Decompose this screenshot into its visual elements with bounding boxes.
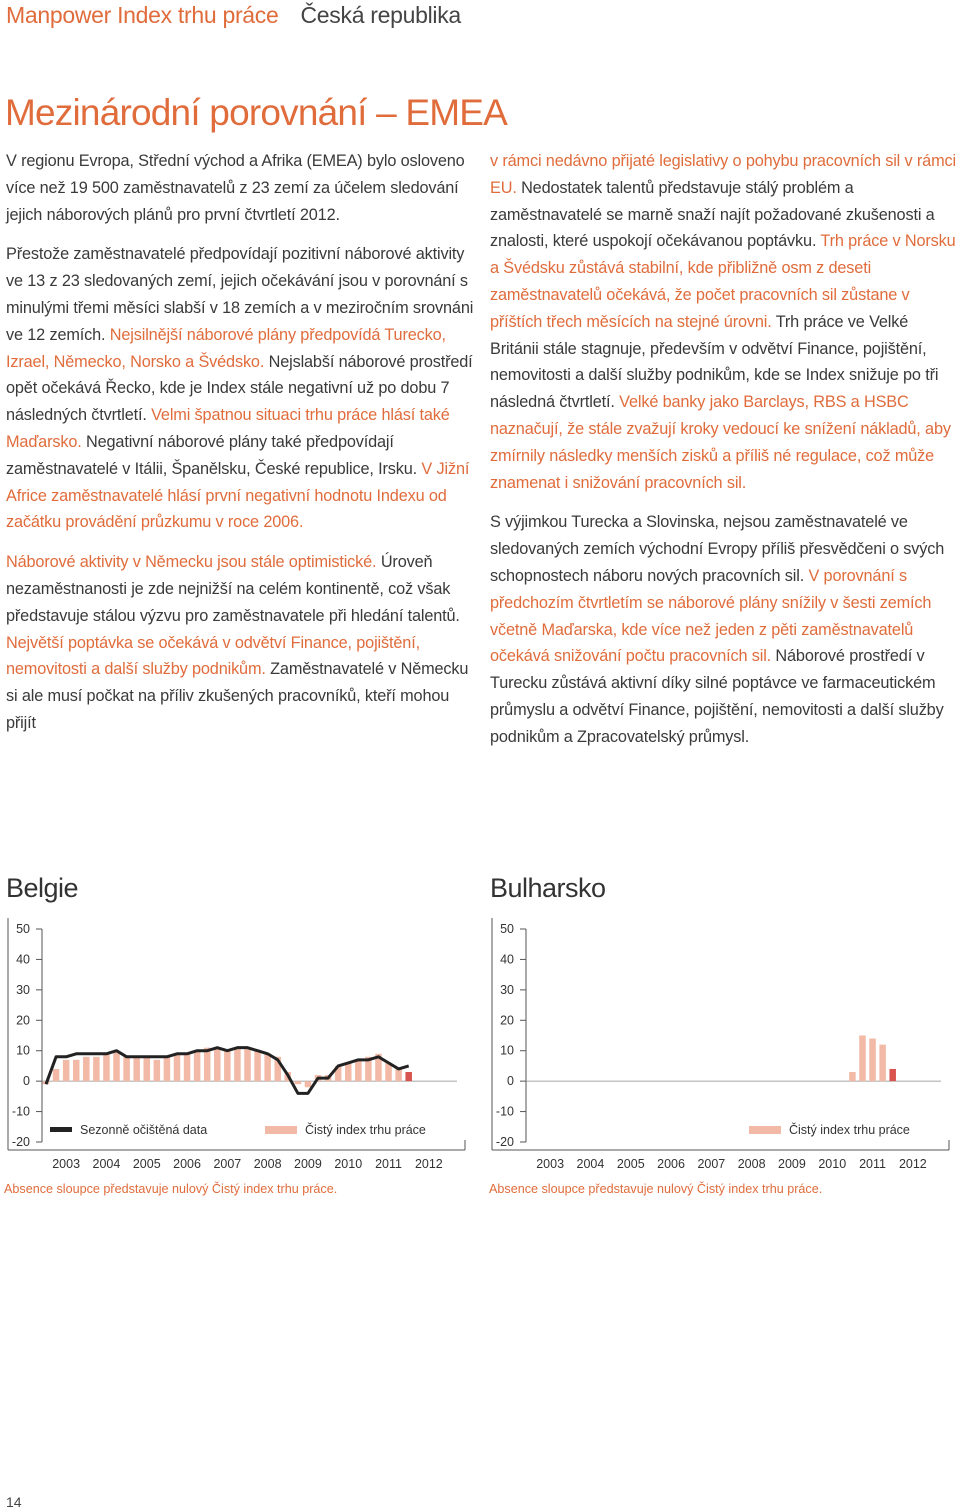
bar-2008Q3 — [264, 1054, 271, 1081]
text-span: Trh práce ve Velké Británii stále stagnuje, především v odvětví Finance, pojištění, nemovitosti a další služby podnikům, kde se Index snižuje po tři následná čtvrtletí. — [490, 312, 939, 412]
bar-2007Q1 — [204, 1048, 211, 1081]
bar-2004Q4 — [113, 1051, 120, 1081]
x-tick-label: 2007 — [697, 1157, 726, 1171]
text-span: Úroveň nezaměstnanosti je zde nejnižší na celém kontinentě, což však představuje stálou výzvu pro zaměstnavatele při hledání talentů. — [6, 553, 460, 625]
bar-2005Q2 — [133, 1057, 140, 1081]
x-tick-label: 2008 — [253, 1157, 282, 1171]
x-tick-label: 2003 — [52, 1157, 81, 1171]
chart-note-bulgaria: Absence sloupce představuje nulový Čistý index trhu práce. — [489, 1182, 823, 1196]
header-country: Česká republika — [300, 2, 461, 28]
y-tick-label: -10 — [495, 1104, 514, 1119]
chart-title-belgium: Belgie — [6, 873, 79, 903]
bar-2006Q1 — [164, 1057, 171, 1081]
x-tick-label: 2012 — [414, 1157, 443, 1171]
x-tick-label: 2007 — [213, 1157, 242, 1171]
y-tick-label: 50 — [16, 922, 30, 936]
y-tick-label: -10 — [11, 1104, 30, 1119]
bar-2005Q4 — [154, 1060, 161, 1081]
paragraph — [6, 241, 478, 536]
x-tick-label: 2010 — [818, 1157, 847, 1171]
y-tick-label: -20 — [11, 1135, 30, 1149]
legend-bar-swatch — [265, 1126, 297, 1134]
bar-2011Q4 — [395, 1069, 402, 1081]
bar-2012Q1 — [405, 1072, 412, 1081]
page-header — [6, 2, 461, 29]
header-brand: Manpower Index trhu práce — [6, 2, 279, 28]
highlight-span: Nejsilnější náborové plány předpovídá Turecko, Izrael, Německo, Norsko a Švédsko. — [6, 325, 446, 371]
x-tick-label: 2004 — [92, 1157, 121, 1171]
legend-line-swatch — [50, 1127, 72, 1132]
y-tick-label: 30 — [16, 982, 30, 997]
y-tick-label: 0 — [507, 1074, 514, 1089]
bar-2007Q3 — [224, 1051, 231, 1081]
bar-2004Q3 — [103, 1054, 110, 1081]
y-tick-label: 20 — [500, 1013, 514, 1028]
highlight-span: Trh práce v Norsku a Švédsku zůstává stabilní, kde přibližně osm z deseti zaměstnavatelů očekává, že počet pracovních sil zůstane v příštích třech měsících na stejné úrovni. — [490, 232, 956, 331]
text-span: S výjimkou Turecka a Slovinska, nejsou zaměstnavatelé ve sledovaných zemích východní Evropy příliš přesvědčeni o svých schopnostech náboru nových pracovních sil. — [490, 513, 945, 585]
text-span: Nejslabší náborové prostředí opět očekává Řecko, kde je Index stále negativní už po dobu 7 následných čtvrtletí. — [6, 352, 473, 425]
chart-belgium — [0, 910, 470, 1185]
right-column — [490, 148, 960, 764]
bar-2006Q3 — [184, 1054, 191, 1081]
y-tick-label: -20 — [495, 1135, 514, 1149]
bar-2007Q4 — [234, 1048, 241, 1081]
bar-2012Q1 — [889, 1069, 896, 1081]
highlight-span: Velmi špatnou situaci trhu práce hlásí také Maďarsko. — [6, 406, 450, 451]
bar-2006Q2 — [174, 1054, 181, 1081]
bar-2007Q2 — [214, 1048, 221, 1081]
highlight-span: Náborové aktivity v Německu jsou stále optimistické. — [6, 553, 381, 572]
text-span: Náborové prostředí v Turecku zůstává aktivní díky silné poptávce ve farmaceutickém průmyslu a odvětví Finance, pojištění, nemovitosti a další služby podnikům a Zpracovatelský průmysl. — [490, 647, 944, 746]
x-tick-label: 2006 — [657, 1157, 685, 1171]
x-tick-label: 2011 — [375, 1157, 402, 1171]
x-tick-label: 2003 — [536, 1157, 565, 1171]
y-tick-label: 30 — [500, 982, 514, 997]
chart-bulgaria — [484, 910, 954, 1185]
paragraph: V regionu Evropa, Střední východ a Afrika (EMEA) bylo osloveno více než 19 500 zaměstnavatelů z 23 zemí za účelem sledování jejich náborových plánů pro první čtvrtletí 2012. — [6, 152, 465, 224]
x-tick-label: 2010 — [334, 1157, 363, 1171]
x-tick-label: 2005 — [616, 1157, 645, 1171]
y-tick-label: 20 — [16, 1013, 30, 1028]
chart-note-belgium: Absence sloupce představuje nulový Čistý index trhu práce. — [4, 1182, 338, 1196]
highlight-span: Největší poptávka se očekává v odvětví Finance, pojištění, nemovitosti a další služby podnikům. — [6, 633, 420, 679]
x-tick-label: 2012 — [898, 1157, 927, 1171]
x-tick-label: 2005 — [132, 1157, 161, 1171]
bar-2005Q1 — [123, 1057, 130, 1081]
bar-2008Q2 — [254, 1051, 261, 1081]
bar-2011Q1 — [849, 1072, 856, 1081]
bar-2006Q4 — [194, 1051, 201, 1081]
x-tick-label: 2011 — [859, 1157, 886, 1171]
bar-2009Q3 — [305, 1081, 312, 1087]
bar-2011Q4 — [879, 1045, 886, 1082]
bar-2011Q2 — [859, 1036, 866, 1082]
legend-bar-label: Čistý index trhu práce — [305, 1123, 426, 1137]
bar-2004Q2 — [93, 1057, 100, 1081]
y-tick-label: 10 — [500, 1043, 514, 1058]
bar-2011Q3 — [869, 1039, 876, 1082]
bar-2009Q2 — [295, 1081, 302, 1084]
x-tick-label: 2009 — [778, 1157, 806, 1171]
left-column — [6, 148, 478, 750]
bar-2003Q3 — [63, 1060, 70, 1081]
highlight-span: V porovnání s předchozím čtvrtletím se náborové plány snížily v šesti zemích včetně Maďarska, kde více než jeden z pěti zaměstnavatelů očekává snižování počtu pracovních sil. — [490, 566, 932, 666]
legend-line-label: Sezonně očištěná data — [80, 1123, 208, 1137]
bar-2005Q3 — [144, 1057, 151, 1081]
page-title: Mezinárodní porovnání – EMEA — [5, 92, 508, 133]
x-tick-label: 2004 — [576, 1157, 605, 1171]
page-number: 14 — [6, 1494, 22, 1510]
bar-2003Q2 — [53, 1069, 60, 1081]
x-tick-label: 2009 — [294, 1157, 322, 1171]
paragraph — [490, 148, 960, 496]
highlight-span: v rámci nedávno přijaté legislativy o pohybu pracovních sil v rámci EU. — [490, 152, 956, 197]
bar-2008Q1 — [244, 1048, 251, 1081]
bar-2010Q3 — [345, 1063, 352, 1081]
bar-2003Q4 — [73, 1060, 80, 1081]
y-tick-label: 40 — [500, 952, 514, 967]
bar-2010Q4 — [355, 1060, 362, 1081]
y-tick-label: 0 — [23, 1074, 30, 1089]
y-tick-label: 50 — [500, 922, 514, 936]
chart-title-bulgaria: Bulharsko — [490, 873, 606, 903]
x-tick-label: 2008 — [737, 1157, 766, 1171]
paragraph — [490, 509, 960, 750]
text-span: Zaměstnavatelé v Německu si ale musí počkat na příliv zkušených pracovníků, kteří mohou přijít — [6, 660, 469, 732]
text-span: Negativní náborové plány také předpovídají zaměstnavatelé v Itálii, Španělsku, České republice, Irsku. — [6, 432, 422, 478]
paragraph — [6, 549, 478, 737]
legend-bar-label: Čistý index trhu práce — [789, 1123, 910, 1137]
bar-2004Q1 — [83, 1057, 90, 1081]
y-tick-label: 10 — [16, 1043, 30, 1058]
highlight-span: V Jižní Africe zaměstnavatelé hlásí první negativní hodnotu Indexu od začátku provádění průzkumu v roce 2006. — [6, 459, 470, 532]
highlight-span: Velké banky jako Barclays, RBS a HSBC naznačují, že stále zvažují kroky vedoucí ke snížení nákladů, aby zmírnily následky menších zisků a příliš né regulace, což může znamenat i snižování pracovních sil. — [490, 393, 951, 492]
x-tick-label: 2006 — [173, 1157, 201, 1171]
text-span: Nedostatek talentů představuje stálý problém a zaměstnavatelé se marně snaží najít požadované zkušenosti a znalosti, které uspokojí očekávanou poptávku. — [490, 178, 935, 251]
legend-bar-swatch — [749, 1126, 781, 1134]
y-tick-label: 40 — [16, 952, 30, 967]
text-span: Přestože zaměstnavatelé předpovídají pozitivní náborové aktivity ve 13 z 23 sledovaných zemí, jejich očekávání jsou v porovnání s minulými třemi měsíci slabší v 18 zemích a v meziročním srovnáni ve 12 zemích. — [6, 245, 474, 344]
